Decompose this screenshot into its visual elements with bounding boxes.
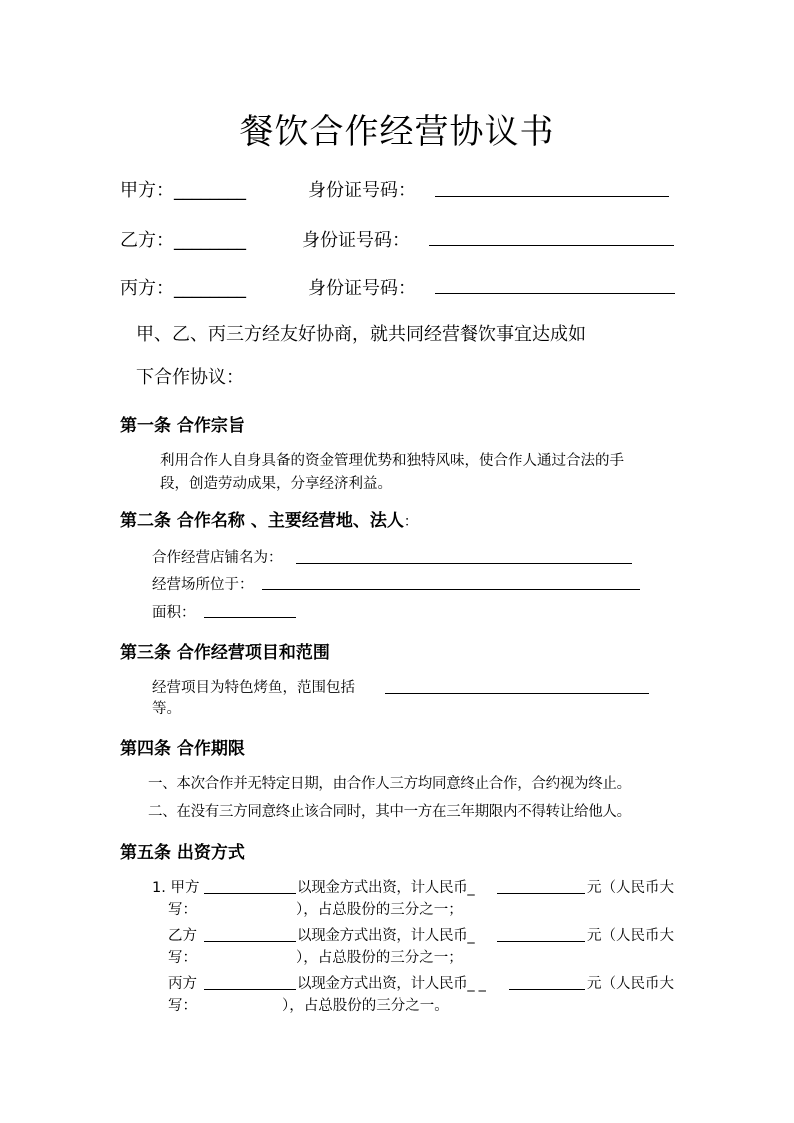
document-title: 餐饮合作经营协议书 <box>239 112 555 152</box>
section-3-line-1: 经营项目为特色烤鱼，范围包括 <box>152 680 355 696</box>
section-4-heading: 第四条 合作期限 <box>120 739 245 759</box>
party-a-id-label: 身份证号码： <box>308 180 416 201</box>
contribution-a-line2a: 写： <box>168 902 197 918</box>
party-a-label: 甲方：________ <box>120 180 246 201</box>
intro-line-1: 甲、乙、丙三方经友好协商，就共同经营餐饮事宜达成如 <box>136 324 586 345</box>
party-c-label: 丙方：________ <box>120 278 246 299</box>
location-blank[interactable] <box>262 589 640 590</box>
party-c-id-blank[interactable] <box>435 293 675 294</box>
area-blank[interactable] <box>204 617 296 618</box>
section-1-heading: 第一条 合作宗旨 <box>120 416 245 436</box>
shop-name-label: 合作经营店铺名为： <box>152 550 283 566</box>
contribution-b-suffix: 元（人民币大 <box>587 928 674 944</box>
contribution-a-prefix: 1. 甲方 <box>152 880 200 896</box>
section-3-heading: 第三条 合作经营项目和范围 <box>120 643 330 663</box>
section-2-heading <box>120 506 418 531</box>
party-b-label: 乙方：________ <box>120 230 246 251</box>
contribution-c-suffix: 元（人民币大 <box>587 976 674 992</box>
section-4-item-1: 一、本次合作并无特定日期，由合作人三方均同意终止合作，合约视为终止。 <box>148 776 631 792</box>
contribution-c-mid: 以现金方式出资，计人民币_ _ <box>297 976 486 992</box>
contribution-b-mid: 以现金方式出资，计人民币_ <box>297 928 475 944</box>
section-3-line-2: 等。 <box>152 701 181 717</box>
party-a-id-blank[interactable] <box>435 196 669 197</box>
intro-line-2: 下合作协议： <box>136 367 244 388</box>
contribution-c-name-blank[interactable] <box>204 989 296 990</box>
contribution-b-amount-blank[interactable] <box>497 941 585 942</box>
contribution-a-suffix: 元（人民币大 <box>587 880 674 896</box>
area-label: 面积： <box>152 605 196 621</box>
section-2-heading-text: 第二条 合作名称 、主要经营地、法人 <box>120 511 404 531</box>
shop-name-blank[interactable] <box>296 563 632 564</box>
contribution-b-line2a: 写： <box>168 950 197 966</box>
party-c-id-label: 身份证号码： <box>308 278 416 299</box>
contribution-a-line2b: ），占总股份的三分之一； <box>296 902 463 918</box>
contribution-c-line2b: ），占总股份的三分之一。 <box>282 998 449 1014</box>
contribution-c-line2a: 写： <box>168 998 197 1014</box>
scope-blank[interactable] <box>385 693 649 694</box>
contribution-c-prefix: 丙方 <box>168 976 197 992</box>
party-b-id-blank[interactable] <box>429 245 674 246</box>
party-b-id-label: 身份证号码： <box>302 230 410 251</box>
section-1-line-2: 段，创造劳动成果，分享经济利益。 <box>160 476 392 492</box>
contribution-b-line2b: ），占总股份的三分之一； <box>296 950 463 966</box>
contribution-c-amount-blank[interactable] <box>509 989 585 990</box>
contribution-a-name-blank[interactable] <box>204 893 296 894</box>
location-label: 经营场所位于： <box>152 577 254 593</box>
contribution-b-prefix: 乙方 <box>168 928 197 944</box>
contribution-b-name-blank[interactable] <box>204 941 296 942</box>
section-1-line-1: 利用合作人自身具备的资金管理优势和独特风味，使合作人通过合法的手 <box>160 453 624 469</box>
contribution-a-mid: 以现金方式出资，计人民币_ <box>297 880 475 896</box>
section-5-heading: 第五条 出资方式 <box>120 843 245 863</box>
section-4-item-2: 二、在没有三方同意终止该合同时，其中一方在三年期限内不得转让给他人。 <box>148 804 631 820</box>
section-2-heading-colon: ： <box>403 514 418 530</box>
contribution-a-amount-blank[interactable] <box>497 893 585 894</box>
